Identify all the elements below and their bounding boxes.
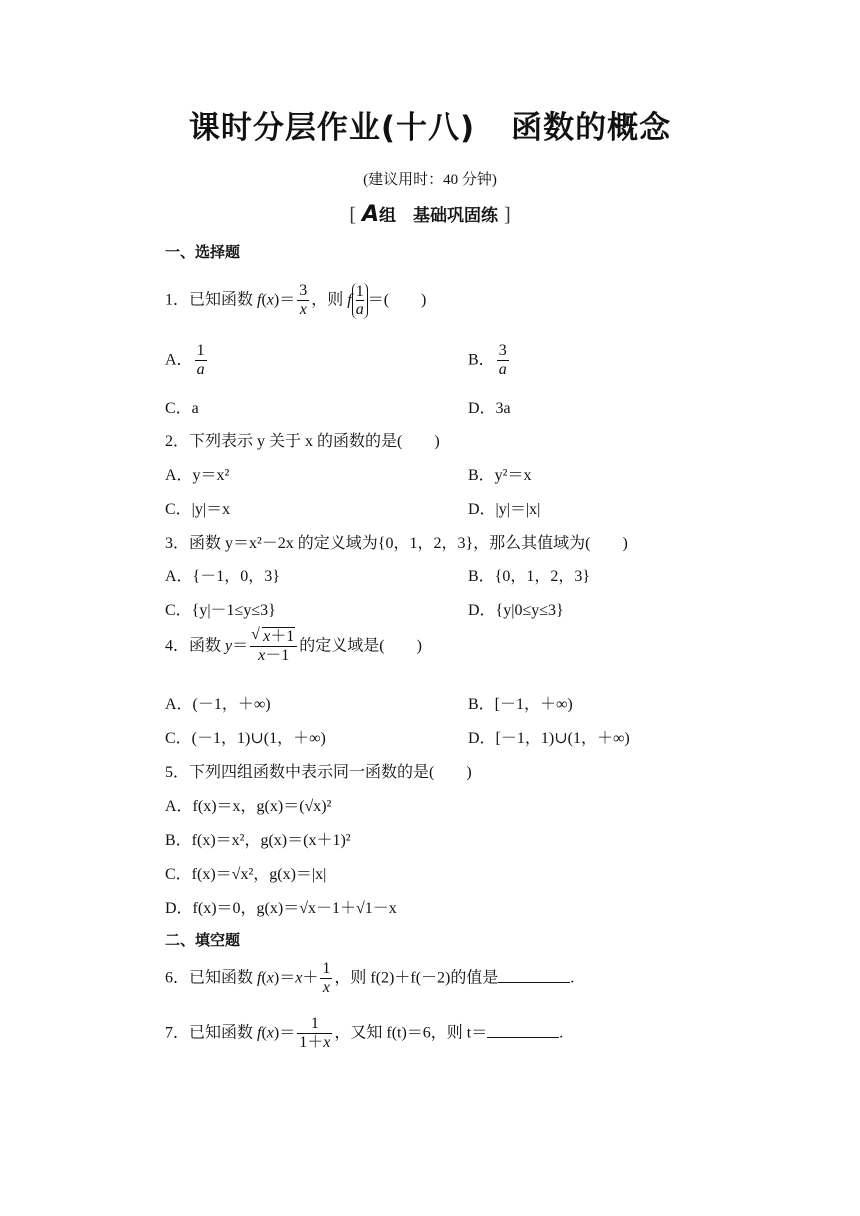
q4-option-c: C．(－1，1)∪(1，＋∞) — [165, 730, 326, 747]
q6-answer-blank[interactable] — [498, 968, 570, 983]
q2-option-a: A．y＝x² — [165, 467, 230, 484]
q1-option-b: B． $\frac{3}{a}$ — [468, 342, 507, 379]
q7-stem: 7．已知函数 — [165, 1024, 258, 1042]
q4-end: 的定义域是( ) — [299, 637, 422, 655]
q6-end: ，则 f(2)＋f(－2)的值是 — [334, 969, 499, 987]
question-5: 5．下列四组函数中表示同一函数的是( ) — [165, 764, 472, 781]
section-choice-heading: 一、选择题 — [165, 243, 241, 261]
q2-option-b: B．y²＝x — [468, 467, 532, 484]
section-fill-heading: 二、填空题 — [165, 931, 241, 949]
group-bracket-open: [ — [349, 204, 357, 226]
title-part1: 课时分层作业(十八) — [188, 110, 476, 146]
group-letter: A — [361, 202, 380, 227]
q3-option-c: C．{y|－1≤y≤3} — [165, 602, 276, 619]
q1-option-a: A． $\frac{1}{a}$ — [165, 342, 205, 379]
q1-option-b-label: B． — [468, 351, 495, 369]
q1-frac-1-over-a: $\frac{1}{a}$ — [352, 283, 368, 319]
group-heading — [0, 201, 860, 227]
q6-stem: 6．已知函数 — [165, 969, 258, 987]
q1-end: ＝( ) — [367, 291, 427, 309]
q2-option-d: D．|y|＝|x| — [468, 501, 541, 518]
q6-frac-1-over-x: $\frac{1}{x}$ — [322, 960, 331, 997]
suggested-time: (建议用时：40 分钟) — [363, 172, 497, 188]
question-7: 7．已知函数 f(x)＝ $\frac{1}{1+x}$ ，又知 f(t)＝6，则 t＝ . — [165, 1015, 564, 1052]
q1-option-c: C．a — [165, 400, 199, 417]
q7-tail: . — [559, 1024, 564, 1042]
q7-end: ，又知 f(t)＝6，则 t＝ — [334, 1024, 488, 1042]
question-1: 1．已知函数 f(x)＝ $\frac{3}{x}$ ，则 f $\frac{1}{a}$ ＝( ) — [165, 282, 427, 319]
group-label: 组 基础巩固练 — [379, 206, 499, 226]
q3-option-a: A．{－1，0，3} — [165, 568, 280, 585]
q4-frac-sqrt: √ $\frac{x+1}{x-1}$ — [250, 628, 297, 666]
group-bracket-close: ] — [503, 204, 511, 226]
q3-option-b: B．{0，1，2，3} — [468, 568, 591, 585]
q4-option-d: D．[－1，1)∪(1，＋∞) — [468, 730, 630, 747]
q1-stem: 1．已知函数 — [165, 291, 258, 309]
q4-option-b: B．[－1，＋∞) — [468, 696, 573, 713]
question-2: 2．下列表示 y 关于 x 的函数的是( ) — [165, 433, 440, 450]
q6-tail: . — [570, 969, 575, 987]
q3-option-d: D．{y|0≤y≤3} — [468, 602, 564, 619]
question-6: 6．已知函数 f(x)＝x＋ $\frac{1}{x}$ ，则 f(2)＋f(－2)的值是 . — [165, 960, 575, 997]
q5-option-c: C．f(x)＝√x²，g(x)＝|x| — [165, 866, 327, 883]
q1-frac-3-over-x: $\frac{3}{x}$ — [299, 282, 308, 319]
q5-option-b: B．f(x)＝x²，g(x)＝(x＋1)² — [165, 832, 351, 849]
question-3: 3．函数 y＝x²－2x 的定义域为{0，1，2，3}，那么其值域为( ) — [165, 535, 628, 552]
q4-stem: 4．函数 — [165, 637, 226, 655]
q1-option-a-label: A． — [165, 351, 193, 369]
title-part2: 函数的概念 — [511, 110, 672, 146]
q5-option-a: A．f(x)＝x，g(x)＝(√x)² — [165, 798, 332, 815]
q1-option-d: D．3a — [468, 400, 511, 417]
q7-answer-blank[interactable] — [487, 1023, 559, 1038]
q1-mid: ，则 — [311, 291, 348, 309]
question-4: 4．函数 y＝ √ $\frac{x+1}{x-1}$ 的定义域是( ) — [165, 628, 422, 666]
page-title — [0, 102, 860, 147]
q5-option-d: D．f(x)＝0，g(x)＝√x－1＋√1－x — [165, 900, 397, 917]
q2-option-c: C．|y|＝x — [165, 501, 231, 518]
q4-option-a: A．(－1，＋∞) — [165, 696, 271, 713]
q7-frac-1-over-1-plus-x: $\frac{1}{1+x}$ — [299, 1015, 331, 1052]
